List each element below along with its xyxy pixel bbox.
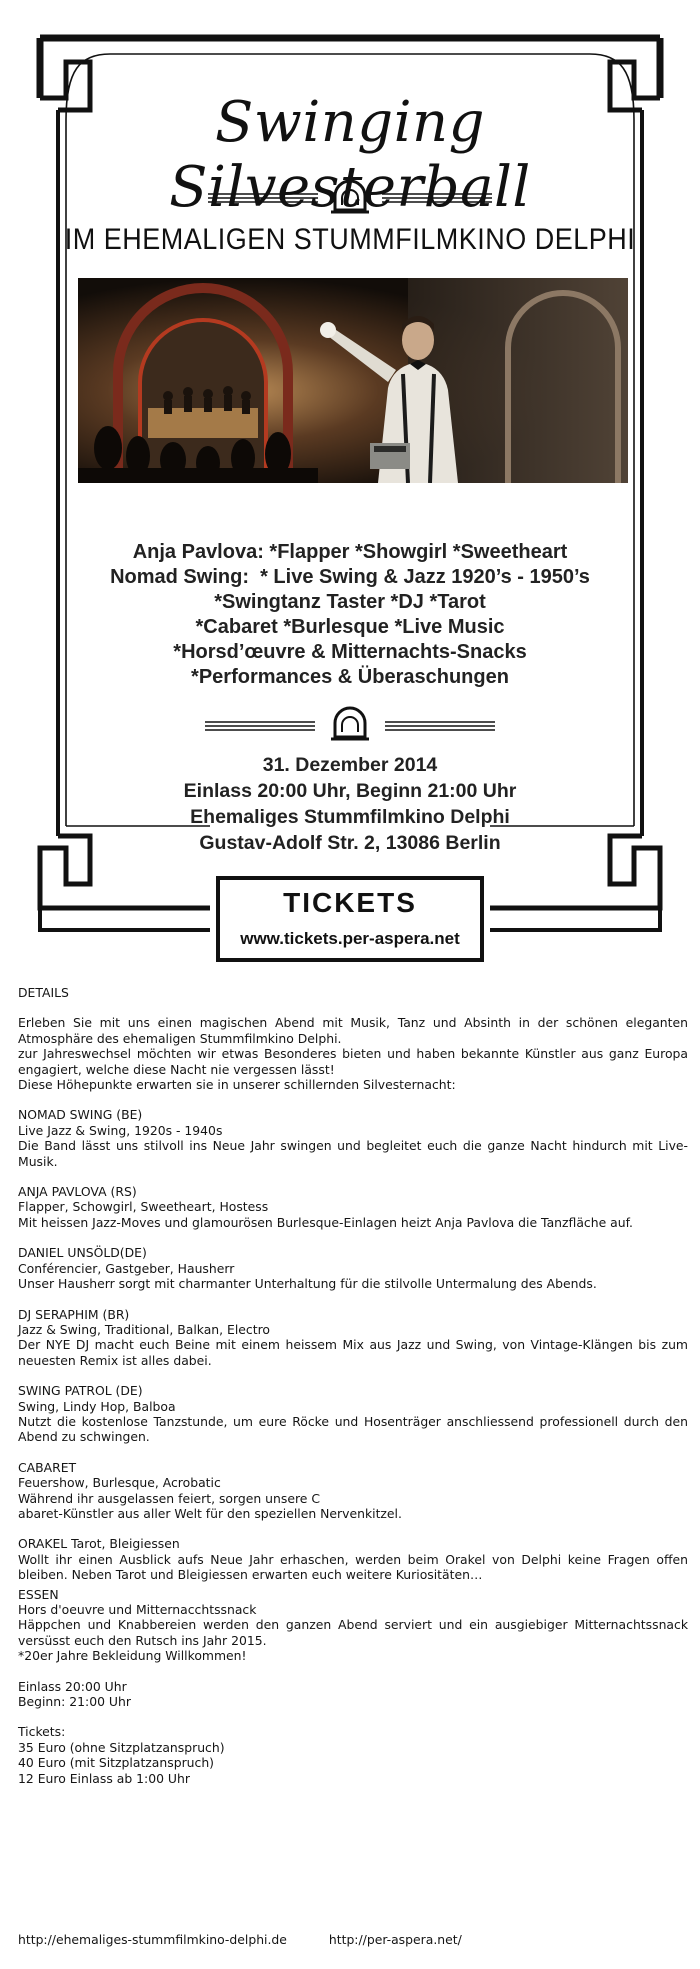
highlight-line: Anja Pavlova: *Flapper *Showgirl *Sweetheart xyxy=(132,541,568,563)
act-name: CABARET xyxy=(18,1459,77,1475)
event-subtitle: IM EHEMALIGEN STUMMFILMKINO DELPHI xyxy=(64,222,636,256)
tickets-heading: TICKETS xyxy=(283,887,417,918)
act-daniel-unsoeld xyxy=(18,1245,688,1291)
intro-paragraph: zur Jahreswechsel möchten wir etwas Besonderes bieten und haben bekannte Künstler aus ganz Europa engagiert, welche diese Nacht nie vergessen lässt! xyxy=(18,1046,688,1077)
venue-website-link[interactable]: http://ehemaliges-stummfilmkino-delphi.de xyxy=(18,1932,287,1947)
event-poster xyxy=(0,0,700,970)
act-description: Mit heissen Jazz-Moves und glamourösen Burlesque-Einlagen heizt Anja Pavlova die Tanzfläche auf. xyxy=(18,1214,633,1230)
act-highlights xyxy=(60,540,640,690)
act-tags: Hors d'oeuvre und Mitternacchtssnack xyxy=(18,1602,257,1617)
event-times: Einlass 20:00 Uhr, Beginn 21:00 Uhr xyxy=(183,780,517,802)
act-description: Nutzt die kostenlose Tanzstunde, um eure Röcke und Hosenträger anschliessend professionell durch den Abend zu schwingen. xyxy=(18,1413,688,1445)
event-venue: Ehemaliges Stummfilmkino Delphi xyxy=(190,806,510,828)
highlight-line: *Performances & Überaschungen xyxy=(191,666,509,688)
organizer-website-link[interactable]: http://per-aspera.net/ xyxy=(328,1932,462,1947)
act-tags: Jazz & Swing, Traditional, Balkan, Electro xyxy=(18,1321,271,1337)
act-tags: Swing, Lindy Hop, Balboa xyxy=(18,1398,176,1414)
event-address: Gustav-Adolf Str. 2, 13086 Berlin xyxy=(199,832,501,854)
event-details xyxy=(18,985,688,1786)
act-tags: Live Jazz & Swing, 1920s - 1940s xyxy=(18,1122,223,1138)
act-description: Häppchen und Knabbereien werden den ganzen Abend serviert und ein ausgiebiger Mitternachtssnack versüsst euch den Rutsch ins Jahr 2015. xyxy=(18,1617,688,1648)
highlight-line: Nomad Swing: * Live Swing & Jazz 1920’s - 1950’s xyxy=(110,566,590,588)
act-tags: Flapper, Schowgirl, Sweetheart, Hostess xyxy=(18,1199,269,1215)
act-description: Der NYE DJ macht euch Beine mit einem heissem Mix aus Jazz und Swing, von Vintage-Klängen bis zum neuesten Remix ist alles dabei. xyxy=(18,1337,688,1368)
act-essen xyxy=(18,1587,688,1649)
act-name: ANJA PAVLOVA (RS) xyxy=(18,1184,137,1200)
highlight-line: *Swingtanz Taster *DJ *Tarot xyxy=(214,591,486,613)
schedule xyxy=(18,1679,688,1710)
highlight-line: *Cabaret *Burlesque *Live Music xyxy=(195,616,505,638)
entry-time: Einlass 20:00 Uhr xyxy=(18,1678,127,1694)
price-line: 40 Euro (mit Sitzplatzanspruch) xyxy=(18,1755,215,1771)
ornament-divider-bottom xyxy=(205,708,495,739)
act-name: ESSEN xyxy=(18,1586,59,1602)
act-anja-pavlova xyxy=(18,1184,688,1230)
act-cabaret xyxy=(18,1460,688,1522)
act-description-continued: abaret-Künstler aus aller Welt für den speziellen Nervenkitzel. xyxy=(18,1505,402,1521)
act-name: SWING PATROL (DE) xyxy=(18,1383,143,1399)
act-description: Die Band lässt uns stilvoll ins Neue Jahr swingen und begleitet euch die ganze Nacht hindurch mit Live-Musik. xyxy=(18,1138,688,1169)
act-swing-patrol xyxy=(18,1383,688,1445)
highlight-line: *Horsd’œuvre & Mitternachts-Snacks xyxy=(173,641,527,663)
act-name: DANIEL UNSÖLD(DE) xyxy=(18,1245,147,1261)
intro-paragraph: Erleben Sie mit uns einen magischen Abend mit Musik, Tanz und Absinth in der schönen eleganten Atmosphäre des ehemaligen Stummfilmkino Delphi. xyxy=(18,1015,688,1046)
event-info xyxy=(60,752,640,856)
act-tags: Conférencier, Gastgeber, Hausherr xyxy=(18,1260,235,1276)
act-orakel xyxy=(18,1536,688,1582)
highlights-intro: Diese Höhepunkte erwarten sie in unserer schillernden Silvesternacht: xyxy=(18,1077,456,1093)
act-tags: Feuershow, Burlesque, Acrobatic xyxy=(18,1475,221,1491)
act-nomad-swing xyxy=(18,1107,688,1169)
act-dj-seraphim xyxy=(18,1307,688,1369)
event-title: Swinging Silvesterball xyxy=(169,90,531,220)
start-time: Beginn: 21:00 Uhr xyxy=(18,1694,131,1710)
ticket-prices xyxy=(18,1724,688,1786)
act-name: DJ SERAPHIM (BR) xyxy=(18,1306,130,1322)
event-date: 31. Dezember 2014 xyxy=(262,754,438,776)
footer-links xyxy=(18,1932,462,1947)
act-description: Unser Hausherr sorgt mit charmanter Unterhaltung für die stilvolle Untermalung des Abends. xyxy=(18,1276,597,1292)
stage-performer-image xyxy=(78,278,628,483)
details-heading: DETAILS xyxy=(18,985,69,1000)
act-name: NOMAD SWING (BE) xyxy=(18,1107,143,1123)
event-photo xyxy=(78,278,628,483)
dresscode-note: *20er Jahre Bekleidung Willkommen! xyxy=(18,1648,247,1664)
price-line: 35 Euro (ohne Sitzplatzanspruch) xyxy=(18,1739,225,1755)
act-description: Wollt ihr einen Ausblick aufs Neue Jahr erhaschen, werden beim Orakel von Delphi keine Fragen offen bleiben. Neben Tarot und Bleigiessen erwarten euch weitere Kuriositäten… xyxy=(18,1551,688,1583)
act-name: ORAKEL Tarot, Bleigiessen xyxy=(18,1536,180,1552)
tickets-label: Tickets: xyxy=(18,1724,66,1740)
price-line: 12 Euro Einlass ab 1:00 Uhr xyxy=(18,1770,190,1786)
act-description: Während ihr ausgelassen feiert, sorgen unsere C xyxy=(18,1490,320,1506)
tickets-link[interactable]: www.tickets.per-aspera.net xyxy=(240,929,460,948)
intro-section xyxy=(18,1015,688,1077)
